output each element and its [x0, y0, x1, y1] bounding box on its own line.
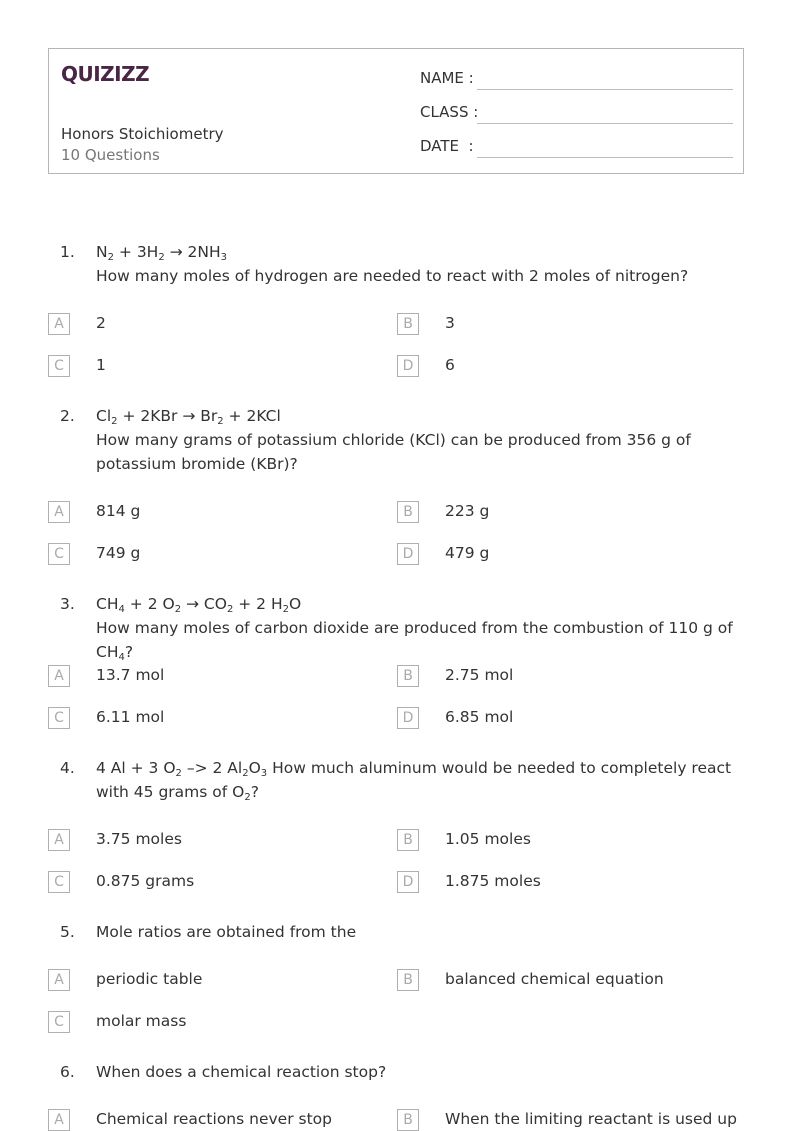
option-b-checkbox[interactable]: B	[397, 969, 419, 991]
option-a-text: 3.75 moles	[96, 830, 182, 848]
text-segment: CH	[96, 595, 119, 613]
option-a-checkbox[interactable]: A	[48, 501, 70, 523]
question-number: 6.	[60, 1063, 75, 1081]
option-a-text: 13.7 mol	[96, 666, 165, 684]
question-line	[96, 920, 746, 944]
text-segment: How many moles of hydrogen are needed to react with 2 moles of nitrogen?	[96, 267, 689, 285]
option-a-text: 814 g	[96, 502, 141, 520]
option-b-checkbox[interactable]: B	[397, 501, 419, 523]
question-text	[96, 404, 746, 476]
text-segment: O	[289, 595, 302, 613]
option-c-text: 6.11 mol	[96, 708, 165, 726]
subscript: 2	[111, 416, 118, 427]
option-a-checkbox[interactable]: A	[48, 829, 70, 851]
option-b-checkbox[interactable]: B	[397, 313, 419, 335]
text-segment: + 2 H	[233, 595, 283, 613]
text-segment: How much aluminum would be needed to completely react with 45 grams of O	[96, 759, 732, 801]
option-c-text: 1	[96, 356, 106, 374]
question-number: 4.	[60, 759, 75, 777]
option-a-text: 2	[96, 314, 106, 332]
question-number: 1.	[60, 243, 75, 261]
text-segment: + 2KBr → Br	[117, 407, 218, 425]
question-number: 5.	[60, 923, 75, 941]
date-label: DATE :	[420, 137, 474, 155]
question-line	[96, 616, 746, 664]
option-d-checkbox[interactable]: D	[397, 707, 419, 729]
text-segment: → CO	[181, 595, 227, 613]
class-field[interactable]	[477, 123, 733, 124]
option-c-text: 0.875 grams	[96, 872, 195, 890]
subscript: 2	[242, 768, 249, 779]
text-segment: 4 Al + 3 O	[96, 759, 176, 777]
question-text	[96, 920, 746, 944]
name-field[interactable]	[477, 89, 733, 90]
option-b-checkbox[interactable]: B	[397, 665, 419, 687]
option-a-checkbox[interactable]: A	[48, 313, 70, 335]
question-text	[96, 756, 746, 804]
question-line	[96, 592, 746, 616]
subscript: 4	[118, 604, 125, 615]
option-d-checkbox[interactable]: D	[397, 871, 419, 893]
question-number: 2.	[60, 407, 75, 425]
option-b-text: When the limiting reactant is used up	[445, 1110, 737, 1128]
text-segment: How many moles of carbon dioxide are produced from the combustion of 110 g of CH	[96, 619, 733, 661]
option-b-checkbox[interactable]: B	[397, 1109, 419, 1131]
option-d-checkbox[interactable]: D	[397, 355, 419, 377]
subscript: 2	[217, 416, 224, 427]
worksheet-title: Honors Stoichiometry	[61, 125, 224, 143]
option-a-text: Chemical reactions never stop	[96, 1110, 332, 1128]
worksheet-header	[48, 48, 744, 174]
text-segment: When does a chemical reaction stop?	[96, 1063, 387, 1081]
question-number: 3.	[60, 595, 75, 613]
option-d-text: 6.85 mol	[445, 708, 514, 726]
svg-text:QUIZIZZ: QUIZIZZ	[61, 62, 150, 86]
option-c-checkbox[interactable]: C	[48, 1011, 70, 1033]
option-b-text: 3	[445, 314, 455, 332]
text-segment: N	[96, 243, 108, 261]
option-c-text: 749 g	[96, 544, 141, 562]
option-c-checkbox[interactable]: C	[48, 871, 70, 893]
option-d-text: 1.875 moles	[445, 872, 541, 890]
class-label: CLASS :	[420, 103, 479, 121]
name-label: NAME :	[420, 69, 474, 87]
subscript: 2	[175, 768, 182, 779]
text-segment: ?	[250, 783, 259, 801]
text-segment: How many grams of potassium chloride (KCl) can be produced from 356 g of potassium bromide (KBr)?	[96, 431, 691, 473]
question-count: 10 Questions	[61, 146, 160, 164]
subscript: 2	[158, 252, 165, 263]
option-a-text: periodic table	[96, 970, 203, 988]
question-text	[96, 592, 746, 664]
option-b-text: 223 g	[445, 502, 490, 520]
option-b-checkbox[interactable]: B	[397, 829, 419, 851]
question-line	[96, 428, 746, 476]
question-line	[96, 756, 746, 804]
quizizz-logo	[61, 59, 151, 89]
option-c-checkbox[interactable]: C	[48, 355, 70, 377]
text-segment: Mole ratios are obtained from the	[96, 923, 357, 941]
text-segment: + 2KCl	[223, 407, 281, 425]
subscript: 3	[260, 768, 268, 779]
option-d-text: 6	[445, 356, 455, 374]
subscript: 2	[244, 792, 251, 803]
question-line	[96, 1060, 746, 1084]
option-c-text: molar mass	[96, 1012, 187, 1030]
text-segment: O	[248, 759, 261, 777]
option-a-checkbox[interactable]: A	[48, 1109, 70, 1131]
question-line	[96, 404, 746, 428]
option-b-text: balanced chemical equation	[445, 970, 664, 988]
date-field[interactable]	[477, 157, 733, 158]
subscript: 2	[282, 604, 289, 615]
subscript: 4	[118, 652, 125, 663]
subscript: 2	[107, 252, 114, 263]
question-text	[96, 1060, 746, 1084]
question-line	[96, 240, 746, 264]
subscript: 3	[220, 252, 228, 263]
text-segment: + 3H	[113, 243, 159, 261]
text-segment: ?	[124, 643, 134, 661]
text-segment: → 2NH	[164, 243, 221, 261]
question-text	[96, 240, 746, 288]
option-a-checkbox[interactable]: A	[48, 969, 70, 991]
subscript: 2	[174, 604, 182, 615]
option-b-text: 1.05 moles	[445, 830, 531, 848]
option-d-text: 479 g	[445, 544, 490, 562]
text-segment: –> 2 Al	[181, 759, 243, 777]
text-segment: + 2 O	[124, 595, 175, 613]
subscript: 2	[226, 604, 234, 615]
option-c-checkbox[interactable]: C	[48, 707, 70, 729]
option-c-checkbox[interactable]: C	[48, 543, 70, 565]
text-segment: Cl	[96, 407, 112, 425]
option-a-checkbox[interactable]: A	[48, 665, 70, 687]
question-line	[96, 264, 746, 288]
option-b-text: 2.75 mol	[445, 666, 514, 684]
option-d-checkbox[interactable]: D	[397, 543, 419, 565]
